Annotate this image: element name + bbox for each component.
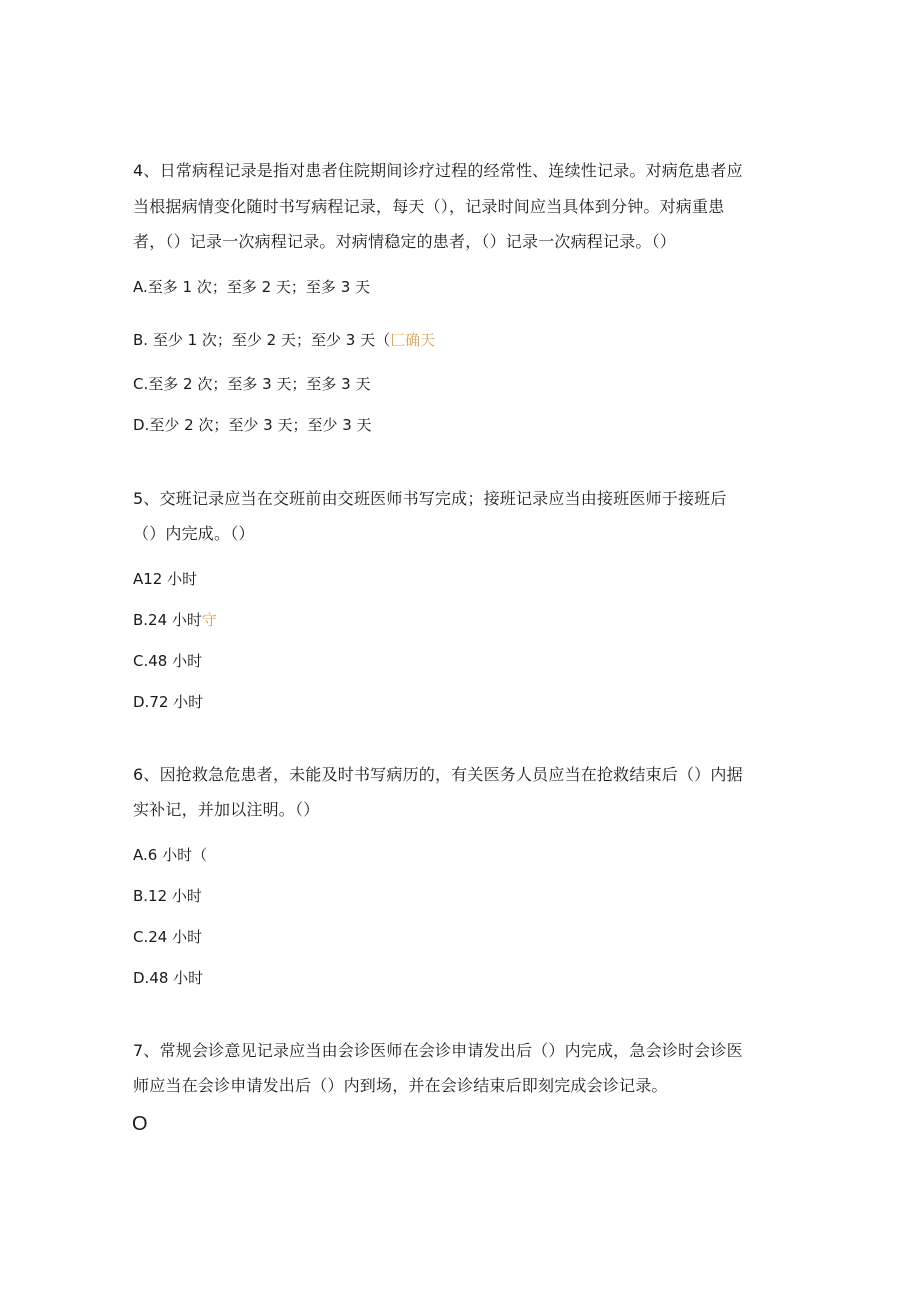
option-mark: 守 <box>201 611 217 629</box>
option-text: A.至多 1 次；至多 2 天；至多 3 天 <box>133 278 371 296</box>
question-4-line-2: 当根据病情变化随时书写病程记录，每天（），记录时间应当具体到分钟。对病重患 <box>133 197 725 216</box>
option-text: B.12 小时 <box>133 887 202 905</box>
question-6-option-a <box>133 844 207 866</box>
question-6-line-1: 6、因抢救急危患者，未能及时书写病历的，有关医务人员应当在抢救结束后（）内据 <box>133 765 743 784</box>
question-5-option-b <box>133 609 217 631</box>
option-text: C.24 小时 <box>133 928 203 946</box>
question-4-line-3: 者，（）记录一次病程记录。对病情稳定的患者，（）记录一次病程记录。（） <box>133 232 677 251</box>
option-text: D.72 小时 <box>133 693 204 711</box>
question-4-option-d <box>133 414 372 436</box>
option-text: B.24 小时 <box>133 611 202 629</box>
question-6-line-2: 实补记，并加以注明。（） <box>133 800 320 819</box>
option-text: B. 至少 1 次；至少 2 天；至少 3 天（ <box>133 331 391 349</box>
question-5-option-a <box>133 568 197 590</box>
question-7-line-2: 师应当在会诊申请发出后（）内到场，并在会诊结束后即刻完成会诊记录。 <box>133 1076 668 1095</box>
question-6-option-b <box>133 885 202 907</box>
question-6-option-c <box>133 926 202 948</box>
option-text: C.48 小时 <box>133 652 203 670</box>
option-text: A.6 小时（ <box>133 846 208 864</box>
question-5-option-d <box>133 691 203 713</box>
option-text: D.至少 2 次；至少 3 天；至少 3 天 <box>133 416 372 434</box>
question-4-option-a <box>133 276 370 298</box>
trailing-text: O <box>132 1113 148 1135</box>
question-5-line-2: （）内完成。（） <box>133 524 255 543</box>
question-5-option-c <box>133 650 202 672</box>
question-6-option-d <box>133 967 203 989</box>
question-4-option-b <box>133 329 435 351</box>
option-text: A12 小时 <box>133 570 198 588</box>
question-7-line-1: 7、常规会诊意见记录应当由会诊医师在会诊申请发出后（）内完成，急会诊时会诊医 <box>133 1041 743 1060</box>
question-4-option-c <box>133 373 370 395</box>
option-text: C.至多 2 次；至多 3 天；至多 3 天 <box>133 375 371 393</box>
option-text: D.48 小时 <box>133 969 204 987</box>
question-4-line-1: 4、日常病程记录是指对患者住院期间诊疗过程的经常性、连续性记录。对病危患者应 <box>133 161 743 180</box>
question-5-line-1: 5、交班记录应当在交班前由交班医师书写完成；接班记录应当由接班医师于接班后 <box>133 489 727 508</box>
option-mark: 匚确天 <box>390 331 436 349</box>
